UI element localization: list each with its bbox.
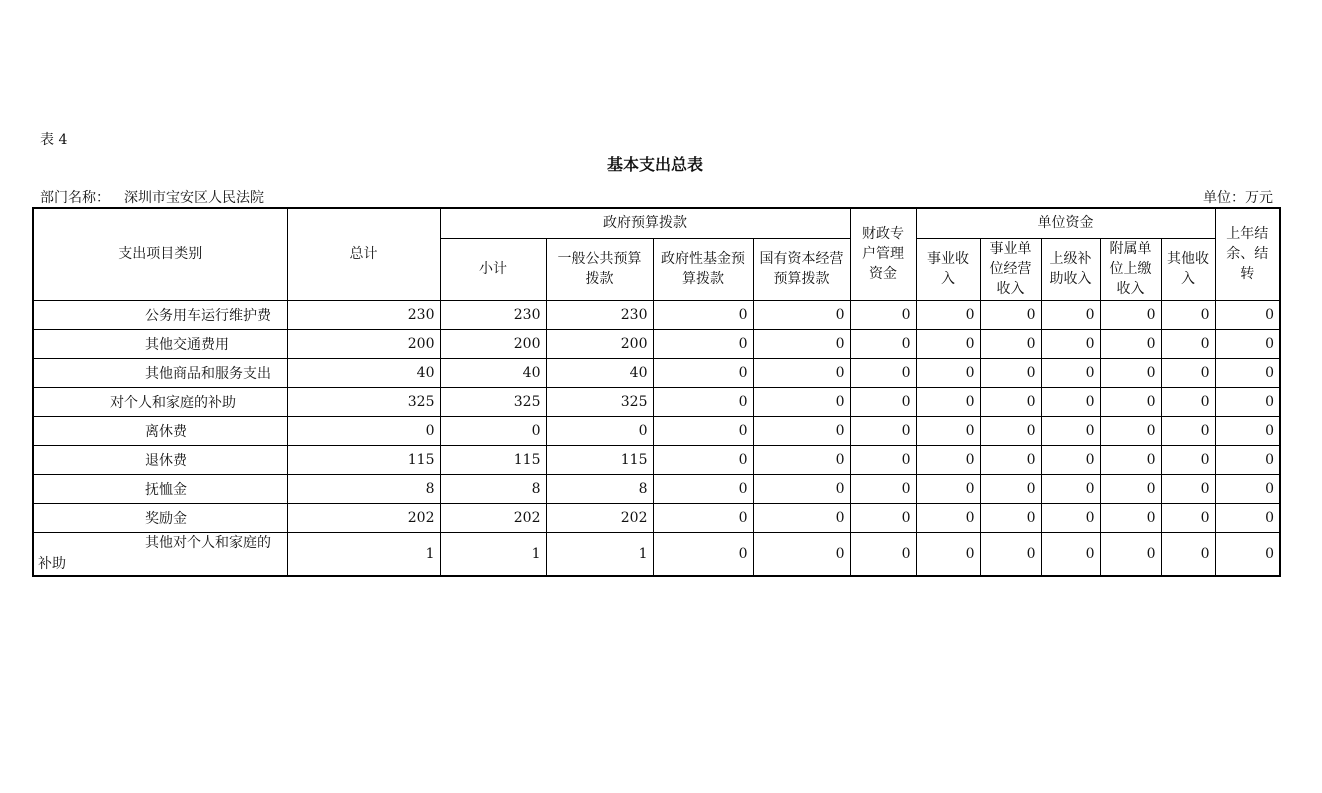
- header-subtotal: 小计: [440, 238, 546, 300]
- row-value: 1: [546, 532, 653, 576]
- row-value: 0: [753, 358, 850, 387]
- row-value: 0: [1100, 387, 1161, 416]
- row-value: 0: [1100, 445, 1161, 474]
- header-business-income: 事业收入: [916, 238, 980, 300]
- row-value: 0: [1100, 416, 1161, 445]
- row-value: 0: [287, 416, 440, 445]
- row-value: 0: [916, 387, 980, 416]
- row-value: 0: [1041, 532, 1100, 576]
- row-category: 退休费: [33, 445, 287, 474]
- row-value: 115: [440, 445, 546, 474]
- row-value: 0: [546, 416, 653, 445]
- header-other-income: 其他收入: [1161, 238, 1215, 300]
- row-value: 40: [440, 358, 546, 387]
- row-value: 8: [440, 474, 546, 503]
- row-value: 0: [1100, 474, 1161, 503]
- row-value: 0: [1161, 445, 1215, 474]
- row-value: 0: [1161, 387, 1215, 416]
- row-value: 115: [287, 445, 440, 474]
- row-value: 0: [850, 387, 916, 416]
- row-value: 0: [1041, 300, 1100, 329]
- row-value: 325: [546, 387, 653, 416]
- table-row: [33, 416, 1280, 445]
- row-value: 0: [916, 445, 980, 474]
- row-category: 公务用车运行维护费: [33, 300, 287, 329]
- row-value: 0: [653, 329, 753, 358]
- row-value: 0: [916, 329, 980, 358]
- row-value: 0: [980, 300, 1041, 329]
- header-unit-funds: 单位资金: [916, 208, 1215, 238]
- row-value: 115: [546, 445, 653, 474]
- row-value: 0: [1215, 358, 1280, 387]
- row-value: 0: [1100, 300, 1161, 329]
- row-value: 325: [440, 387, 546, 416]
- header-state-capital: 国有资本经营预算拨款: [753, 238, 850, 300]
- row-value: 0: [980, 358, 1041, 387]
- row-value: 0: [1215, 474, 1280, 503]
- row-value: 0: [1100, 358, 1161, 387]
- row-value: 0: [850, 300, 916, 329]
- table-row: [33, 445, 1280, 474]
- page-title: 基本支出总表: [606, 155, 703, 174]
- row-value: 0: [653, 532, 753, 576]
- table-number: 表 4: [40, 132, 68, 148]
- row-value: 0: [653, 358, 753, 387]
- row-value: 0: [1041, 358, 1100, 387]
- row-value: 0: [1041, 474, 1100, 503]
- row-value: 0: [1041, 416, 1100, 445]
- row-value: 0: [1215, 329, 1280, 358]
- row-category: 抚恤金: [33, 474, 287, 503]
- header-gov-fund: 政府性基金预算拨款: [653, 238, 753, 300]
- header-category: 支出项目类别: [33, 208, 287, 300]
- row-value: 230: [287, 300, 440, 329]
- row-value: 0: [753, 445, 850, 474]
- row-value: 0: [753, 503, 850, 532]
- row-value: 0: [1161, 503, 1215, 532]
- expenditure-table: [32, 207, 1281, 577]
- row-value: 0: [850, 474, 916, 503]
- header-fiscal-special: 财政专户管理资金: [850, 208, 916, 300]
- row-value: 230: [440, 300, 546, 329]
- row-value: 0: [916, 358, 980, 387]
- row-value: 0: [653, 416, 753, 445]
- header-carryover: 上年结余、结转: [1215, 208, 1280, 300]
- table-row: [33, 503, 1280, 532]
- row-value: 0: [1041, 387, 1100, 416]
- row-category-line1: 其他对个人和家庭的: [145, 534, 271, 551]
- row-value: 0: [1215, 387, 1280, 416]
- row-value: 0: [753, 532, 850, 576]
- row-value: 0: [980, 503, 1041, 532]
- header-gov-budget: 政府预算拨款: [440, 208, 850, 238]
- row-value: 0: [1161, 532, 1215, 576]
- row-category-line2: 补助: [38, 555, 66, 572]
- row-value: 0: [980, 532, 1041, 576]
- row-value: 0: [1161, 329, 1215, 358]
- row-value: 0: [1100, 329, 1161, 358]
- row-value: 0: [850, 358, 916, 387]
- row-value: 0: [1215, 532, 1280, 576]
- row-value: 0: [653, 445, 753, 474]
- table-row: [33, 387, 1280, 416]
- header-operating-income: 事业单位经营收入: [980, 238, 1041, 300]
- row-category: [33, 532, 287, 576]
- row-value: 0: [980, 474, 1041, 503]
- row-value: 0: [753, 300, 850, 329]
- table-row: [33, 474, 1280, 503]
- header-affiliated-income: 附属单位上缴收入: [1100, 238, 1161, 300]
- row-value: 0: [653, 503, 753, 532]
- header-superior-subsidy: 上级补助收入: [1041, 238, 1100, 300]
- row-value: 1: [440, 532, 546, 576]
- row-value: 0: [850, 416, 916, 445]
- unit-label: 单位：万元: [1203, 190, 1273, 206]
- row-value: 0: [440, 416, 546, 445]
- row-value: 0: [753, 329, 850, 358]
- row-value: 0: [850, 532, 916, 576]
- row-value: 0: [1215, 300, 1280, 329]
- row-value: 200: [546, 329, 653, 358]
- row-value: 0: [1215, 416, 1280, 445]
- row-value: 0: [653, 474, 753, 503]
- row-value: 230: [546, 300, 653, 329]
- header-total: 总计: [287, 208, 440, 300]
- department-label: 部门名称：: [40, 190, 110, 206]
- row-value: 0: [1161, 358, 1215, 387]
- row-value: 0: [653, 300, 753, 329]
- row-value: 0: [753, 387, 850, 416]
- row-value: 0: [1041, 329, 1100, 358]
- row-category: 其他商品和服务支出: [33, 358, 287, 387]
- row-value: 200: [440, 329, 546, 358]
- row-value: 0: [653, 387, 753, 416]
- header-general-public: 一般公共预算拨款: [546, 238, 653, 300]
- table-row: [33, 300, 1280, 329]
- row-value: 1: [287, 532, 440, 576]
- row-value: 0: [1100, 503, 1161, 532]
- row-value: 0: [1041, 503, 1100, 532]
- department-name: 深圳市宝安区人民法院: [124, 190, 264, 206]
- row-value: 0: [1161, 416, 1215, 445]
- row-value: 0: [916, 300, 980, 329]
- row-value: 0: [850, 503, 916, 532]
- row-value: 202: [287, 503, 440, 532]
- row-value: 40: [546, 358, 653, 387]
- row-value: 0: [916, 503, 980, 532]
- row-value: 0: [753, 474, 850, 503]
- row-value: 202: [440, 503, 546, 532]
- row-value: 0: [1161, 300, 1215, 329]
- row-value: 0: [980, 329, 1041, 358]
- row-value: 0: [980, 445, 1041, 474]
- row-value: 0: [1215, 503, 1280, 532]
- table-row: [33, 532, 1280, 576]
- row-value: 0: [850, 329, 916, 358]
- table-row: [33, 358, 1280, 387]
- row-value: 8: [546, 474, 653, 503]
- row-value: 200: [287, 329, 440, 358]
- row-category: 其他交通费用: [33, 329, 287, 358]
- row-category: 离休费: [33, 416, 287, 445]
- row-value: 0: [1041, 445, 1100, 474]
- row-value: 0: [980, 416, 1041, 445]
- row-category: 奖励金: [33, 503, 287, 532]
- row-value: 0: [1215, 445, 1280, 474]
- row-value: 325: [287, 387, 440, 416]
- row-value: 0: [916, 532, 980, 576]
- row-value: 0: [916, 416, 980, 445]
- row-value: 40: [287, 358, 440, 387]
- row-value: 202: [546, 503, 653, 532]
- row-value: 0: [916, 474, 980, 503]
- row-value: 0: [980, 387, 1041, 416]
- row-category: 对个人和家庭的补助: [33, 387, 287, 416]
- row-value: 0: [753, 416, 850, 445]
- row-value: 8: [287, 474, 440, 503]
- department: [40, 187, 264, 207]
- row-value: 0: [850, 445, 916, 474]
- table-row: [33, 329, 1280, 358]
- row-value: 0: [1161, 474, 1215, 503]
- row-value: 0: [1100, 532, 1161, 576]
